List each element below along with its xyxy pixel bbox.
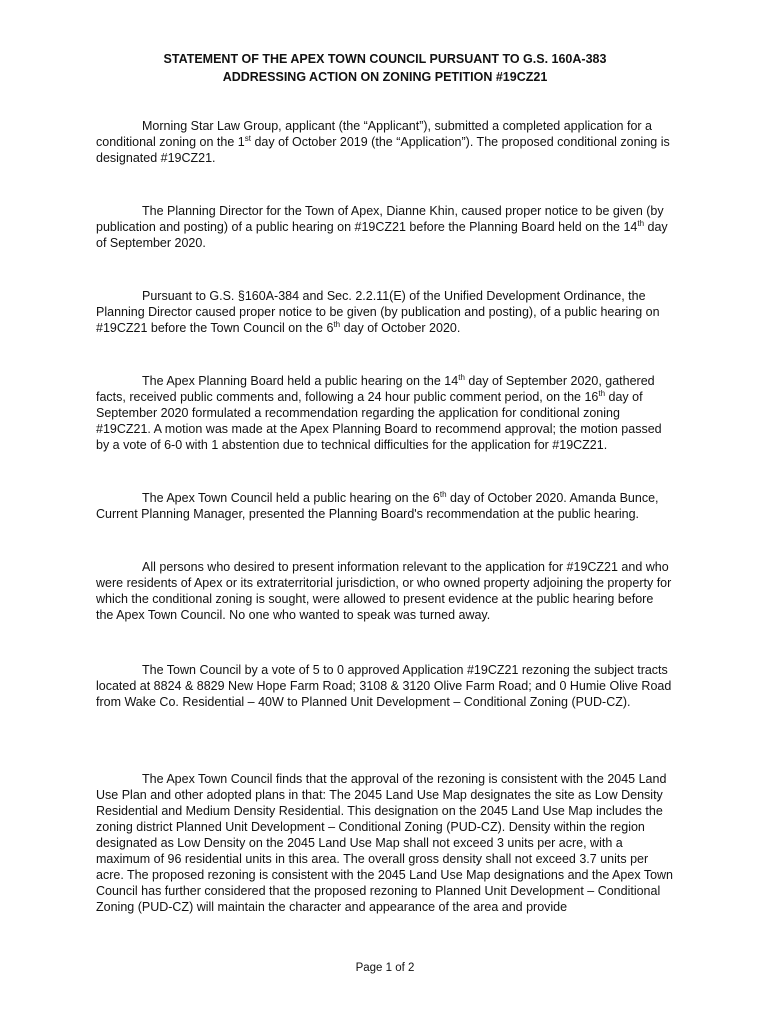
paragraph-council-notice: Pursuant to G.S. §160A-384 and Sec. 2.2.11(E) of the Unified Development Ordinance, the Planning Director caused proper notice to be given (by publication and posting), of a public hearing on #19CZ21 before the Town Council on the 6th day of October 2020. xyxy=(96,289,660,335)
paragraph-public-evidence: All persons who desired to present information relevant to the application for #19CZ21 and who were residents of Apex or its extraterritorial jurisdiction, or who owned property adjoining the property for which the conditional zoning is sought, were allowed to present evidence at the public hearing before the Apex Town Council. No one who wanted to speak was turned away. xyxy=(96,560,672,622)
paragraph-council-hearing: The Apex Town Council held a public hearing on the 6th day of October 2020. Amanda Bunce, Current Planning Manager, presented the Planning Board's recommendation at the public hearing. xyxy=(96,489,659,521)
paragraph-consistency-findings: The Apex Town Council finds that the approval of the rezoning is consistent with the 2045 Land Use Plan and other adopted plans in that: The 2045 Land Use Map designates the site as Low Density Residential and Medium Density Residential. This designation on the 2045 Land Use Map includes the zoning district Planned Unit Development – Conditional Zoning (PUD-CZ). Density within the region designated as Low Density on the 2045 Land Use Map shall not exceed 3 units per acre, with a maximum of 96 residential units in this area. The overall gross density shall not exceed 3.7 units per acre. The proposed rezoning is consistent with the 2045 Land Use Map designations and the Apex Town Council has further considered that the proposed rezoning to Planned Unit Development – Conditional Zoning (PUD-CZ) will maintain the character and appearance of the area and provide xyxy=(96,772,673,914)
document-title-line-2: ADDRESSING ACTION ON ZONING PETITION #19CZ21 xyxy=(222,70,548,84)
document-title-line-1: STATEMENT OF THE APEX TOWN COUNCIL PURSUANT TO G.S. 160A-383 xyxy=(163,52,607,66)
paragraph-application: Morning Star Law Group, applicant (the “Applicant”), submitted a completed application for a conditional zoning on the 1st day of October 2019 (the “Application”). The proposed conditional zoning is designated #19CZ21. xyxy=(96,119,670,165)
paragraph-planning-notice: The Planning Director for the Town of Apex, Dianne Khin, caused proper notice to be given (by publication and posting) of a public hearing on #19CZ21 before the Planning Board held on the 14th day of September 2020. xyxy=(96,204,668,250)
paragraph-council-vote: The Town Council by a vote of 5 to 0 approved Application #19CZ21 rezoning the subject tracts located at 8824 & 8829 New Hope Farm Road; 3108 & 3120 Olive Farm Road; and 0 Humie Olive Road from Wake Co. Residential – 40W to Planned Unit Development – Conditional Zoning (PUD-CZ). xyxy=(96,663,672,709)
page-number: Page 1 of 2 xyxy=(355,962,415,974)
paragraph-planning-board-hearing: The Apex Planning Board held a public hearing on the 14th day of September 2020, gathered facts, received public comments and, following a 24 hour public comment period, on the 16th day of September 2020 formulated a recommendation regarding the application for conditional zoning #19CZ21. A motion was made at the Apex Planning Board to recommend approval; the motion passed by a vote of 6-0 with 1 abstention due to technical difficulties for the application for #19CZ21. xyxy=(96,372,662,452)
